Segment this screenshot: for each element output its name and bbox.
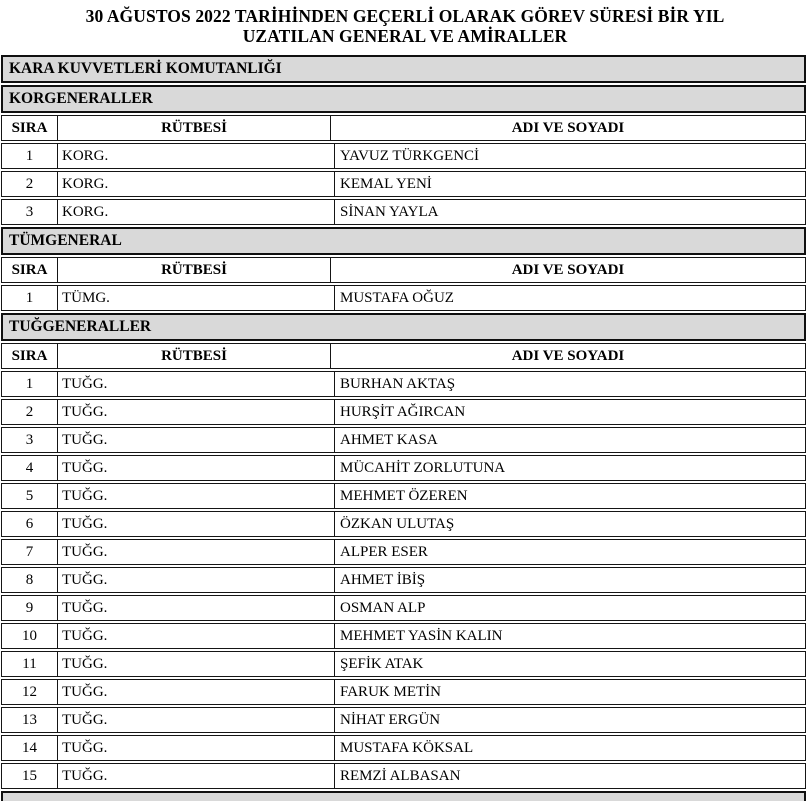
cell-name: NİHAT ERGÜN xyxy=(340,711,441,728)
table-row xyxy=(1,285,806,311)
cell-sira: 15 xyxy=(2,764,58,788)
cell-sira: 4 xyxy=(2,456,58,480)
table-row xyxy=(1,511,806,537)
cell-sira: 9 xyxy=(2,596,58,620)
cell-sira: 11 xyxy=(2,652,58,676)
cell-name: MEHMET ÖZEREN xyxy=(340,487,468,504)
cell-sira: 12 xyxy=(2,680,58,704)
cell-rutbe: TUĞG. xyxy=(58,680,335,704)
cell-rutbe: TUĞG. xyxy=(58,624,335,648)
cutoff-section-bar xyxy=(1,791,806,801)
cell-name: MÜCAHİT ZORLUTUNA xyxy=(340,459,506,476)
column-header-ad: ADI VE SOYADI xyxy=(511,261,625,278)
cell-name: ALPER ESER xyxy=(340,543,428,560)
column-header-sira: SIRA xyxy=(2,116,58,140)
cell-sira: 10 xyxy=(2,624,58,648)
table-row xyxy=(1,735,806,761)
cell-name: FARUK METİN xyxy=(340,683,441,700)
document-page xyxy=(0,6,810,801)
cell-name: AHMET İBİŞ xyxy=(340,571,426,588)
column-header-sira: SIRA xyxy=(2,344,58,368)
column-header-ad: ADI VE SOYADI xyxy=(511,347,625,364)
column-header-rutbe: RÜTBESİ xyxy=(58,258,331,282)
cell-sira: 3 xyxy=(2,428,58,452)
table-header-row xyxy=(1,343,806,369)
table-row xyxy=(1,171,806,197)
cell-rutbe: TUĞG. xyxy=(58,568,335,592)
cell-name: MUSTAFA KÖKSAL xyxy=(340,739,474,756)
cell-rutbe: KORG. xyxy=(58,200,335,224)
cell-sira: 3 xyxy=(2,200,58,224)
section-heading-bar: TÜMGENERAL xyxy=(1,227,806,255)
cell-name: ŞEFİK ATAK xyxy=(340,655,424,672)
cell-sira: 8 xyxy=(2,568,58,592)
table-row xyxy=(1,595,806,621)
cell-rutbe: TUĞG. xyxy=(58,736,335,760)
generals-table xyxy=(1,55,806,801)
cell-rutbe: TUĞG. xyxy=(58,400,335,424)
table-row xyxy=(1,371,806,397)
cell-sira: 2 xyxy=(2,400,58,424)
table-row xyxy=(1,483,806,509)
column-header-rutbe: RÜTBESİ xyxy=(58,116,331,140)
table-row xyxy=(1,199,806,225)
cell-sira: 13 xyxy=(2,708,58,732)
cell-name: ÖZKAN ULUTAŞ xyxy=(340,515,455,532)
sections-container xyxy=(1,85,806,789)
cell-rutbe: TUĞG. xyxy=(58,372,335,396)
column-header-rutbe: RÜTBESİ xyxy=(58,344,331,368)
table-row xyxy=(1,455,806,481)
cell-rutbe: TUĞG. xyxy=(58,764,335,788)
cell-name: MUSTAFA OĞUZ xyxy=(340,289,454,306)
cell-name: MEHMET YASİN KALIN xyxy=(340,627,503,644)
cell-rutbe: TUĞG. xyxy=(58,428,335,452)
section-heading-bar: TUĞGENERALLER xyxy=(1,313,806,341)
cell-rutbe: TUĞG. xyxy=(58,540,335,564)
cell-name: YAVUZ TÜRKGENCİ xyxy=(340,147,480,164)
section-heading-bar: KORGENERALLER xyxy=(1,85,806,113)
cell-rutbe: TUĞG. xyxy=(58,652,335,676)
cell-name: REMZİ ALBASAN xyxy=(340,767,461,784)
cell-sira: 1 xyxy=(2,372,58,396)
command-header-bar: KARA KUVVETLERİ KOMUTANLIĞI xyxy=(1,55,806,83)
cell-rutbe: TÜMG. xyxy=(58,286,335,310)
table-row xyxy=(1,427,806,453)
table-header-row xyxy=(1,257,806,283)
table-row xyxy=(1,707,806,733)
cell-sira: 6 xyxy=(2,512,58,536)
cell-rutbe: KORG. xyxy=(58,144,335,168)
cell-rutbe: TUĞG. xyxy=(58,596,335,620)
cell-name: SİNAN YAYLA xyxy=(340,203,439,220)
table-row xyxy=(1,623,806,649)
cell-name: HURŞİT AĞIRCAN xyxy=(340,403,466,420)
table-row xyxy=(1,399,806,425)
page-title: 30 AĞUSTOS 2022 TARİHİNDEN GEÇERLİ OLARAK GÖREV SÜRESİ BİR YIL UZATILAN GENERAL VE AMİRALLER xyxy=(85,6,725,47)
table-row xyxy=(1,679,806,705)
cell-sira: 7 xyxy=(2,540,58,564)
cell-sira: 2 xyxy=(2,172,58,196)
cell-rutbe: KORG. xyxy=(58,172,335,196)
cell-sira: 1 xyxy=(2,286,58,310)
cell-name: KEMAL YENİ xyxy=(340,175,432,192)
cell-name: OSMAN ALP xyxy=(340,599,426,616)
column-header-ad: ADI VE SOYADI xyxy=(511,119,625,136)
cell-sira: 1 xyxy=(2,144,58,168)
column-header-sira: SIRA xyxy=(2,258,58,282)
table-row xyxy=(1,539,806,565)
table-row xyxy=(1,567,806,593)
table-header-row xyxy=(1,115,806,141)
table-row xyxy=(1,651,806,677)
cell-rutbe: TUĞG. xyxy=(58,484,335,508)
cell-rutbe: TUĞG. xyxy=(58,708,335,732)
cell-sira: 5 xyxy=(2,484,58,508)
table-row xyxy=(1,143,806,169)
cell-rutbe: TUĞG. xyxy=(58,456,335,480)
table-row xyxy=(1,763,806,789)
cell-sira: 14 xyxy=(2,736,58,760)
cell-rutbe: TUĞG. xyxy=(58,512,335,536)
cell-name: BURHAN AKTAŞ xyxy=(340,375,456,392)
cell-name: AHMET KASA xyxy=(340,431,438,448)
